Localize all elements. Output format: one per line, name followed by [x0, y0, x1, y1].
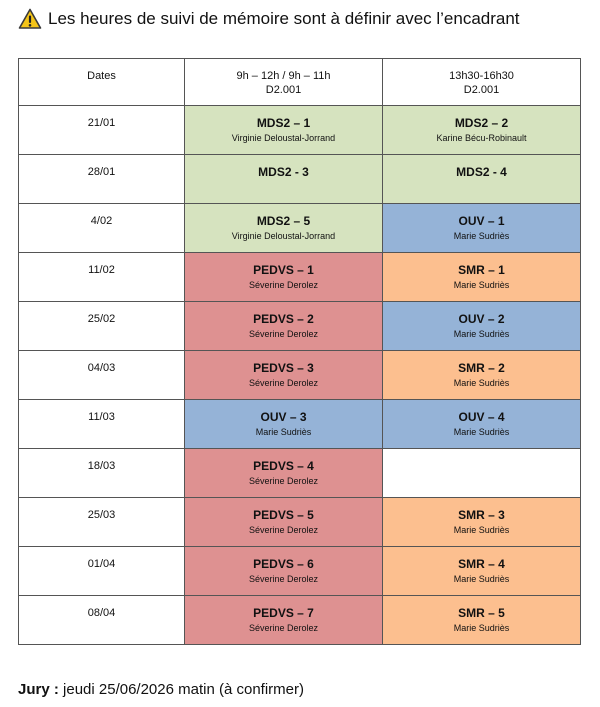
date-cell	[19, 498, 185, 547]
date-text: 25/02	[87, 313, 116, 325]
header-dates-label: Dates	[87, 70, 116, 82]
session-instructor: Marie Sudriès	[453, 525, 510, 535]
header-dates	[19, 59, 185, 106]
session-title: PEDVS – 6	[253, 557, 314, 571]
date-text: 08/04	[87, 607, 116, 619]
session-instructor: Séverine Derolez	[248, 623, 319, 633]
session-instructor: Séverine Derolez	[248, 476, 319, 486]
header-morning-time: 9h – 12h / 9h – 11h	[236, 70, 331, 82]
session-instructor: Virginie Deloustal-Jorrand	[231, 231, 336, 241]
table-row	[19, 253, 581, 302]
header-morning	[185, 59, 383, 106]
table-row	[19, 351, 581, 400]
date-cell	[19, 596, 185, 645]
session-title: MDS2 – 5	[256, 214, 311, 228]
schedule-table	[18, 58, 581, 645]
session-title: OUV – 3	[260, 410, 307, 424]
afternoon-session-cell	[383, 155, 581, 204]
session-title: PEDVS – 3	[253, 361, 314, 375]
morning-session-cell	[185, 498, 383, 547]
date-text: 18/03	[87, 460, 116, 472]
session-title: SMR – 4	[458, 557, 505, 571]
session-title: SMR – 3	[458, 508, 505, 522]
session-title: MDS2 – 1	[256, 116, 311, 130]
date-cell	[19, 155, 185, 204]
morning-session-cell	[185, 547, 383, 596]
afternoon-session-cell	[383, 204, 581, 253]
table-row	[19, 204, 581, 253]
session-title: OUV – 4	[458, 410, 505, 424]
session-title: MDS2 – 2	[454, 116, 509, 130]
date-cell	[19, 351, 185, 400]
morning-session-cell	[185, 155, 383, 204]
table-row	[19, 498, 581, 547]
jury-text: jeudi 25/06/2026 matin (à confirmer)	[58, 681, 304, 698]
date-text: 11/03	[88, 411, 115, 423]
session-instructor: Marie Sudriès	[453, 623, 510, 633]
session-instructor: Marie Sudriès	[255, 427, 312, 437]
header-morning-room: D2.001	[265, 84, 302, 96]
header-afternoon-room: D2.001	[463, 84, 500, 96]
morning-session-cell	[185, 400, 383, 449]
notice	[18, 4, 520, 34]
date-text: 21/01	[87, 117, 116, 129]
afternoon-session-cell	[383, 106, 581, 155]
session-instructor: Karine Bécu-Robinault	[436, 133, 527, 143]
table-row	[19, 449, 581, 498]
session-title: PEDVS – 4	[253, 459, 314, 473]
date-text: 11/02	[88, 264, 115, 276]
morning-session-cell	[185, 204, 383, 253]
date-cell	[19, 400, 185, 449]
session-instructor: Séverine Derolez	[248, 378, 319, 388]
session-instructor: Marie Sudriès	[453, 231, 510, 241]
date-text: 01/04	[87, 558, 116, 570]
session-title: SMR – 5	[458, 606, 505, 620]
table-row	[19, 155, 581, 204]
table-row	[19, 106, 581, 155]
morning-session-cell	[185, 302, 383, 351]
date-cell	[19, 106, 185, 155]
table-row	[19, 400, 581, 449]
table-row	[19, 302, 581, 351]
table-row	[19, 596, 581, 645]
date-cell	[19, 547, 185, 596]
table-header-row	[19, 59, 581, 106]
afternoon-session-cell	[383, 498, 581, 547]
date-cell	[19, 302, 185, 351]
date-text: 25/03	[87, 509, 116, 521]
warning-icon	[18, 7, 42, 31]
date-text: 04/03	[87, 362, 116, 374]
header-afternoon	[383, 59, 581, 106]
session-instructor: Marie Sudriès	[453, 378, 510, 388]
afternoon-session-cell	[383, 547, 581, 596]
session-instructor: Marie Sudriès	[453, 427, 510, 437]
afternoon-session-cell	[383, 596, 581, 645]
session-title: PEDVS – 2	[253, 312, 314, 326]
morning-session-cell	[185, 253, 383, 302]
date-cell	[19, 204, 185, 253]
jury-line	[18, 681, 304, 698]
afternoon-session-cell	[383, 253, 581, 302]
session-instructor: Marie Sudriès	[453, 574, 510, 584]
session-instructor: Virginie Deloustal-Jorrand	[231, 133, 336, 143]
date-text: 4/02	[90, 215, 113, 227]
session-title: PEDVS – 1	[253, 263, 314, 277]
session-title: PEDVS – 7	[253, 606, 314, 620]
session-instructor: Séverine Derolez	[248, 329, 319, 339]
morning-session-cell	[185, 106, 383, 155]
session-title: OUV – 2	[458, 312, 505, 326]
date-cell	[19, 449, 185, 498]
morning-session-cell	[185, 596, 383, 645]
session-instructor: Marie Sudriès	[453, 329, 510, 339]
afternoon-session-cell	[383, 302, 581, 351]
afternoon-session-cell	[383, 351, 581, 400]
session-title: SMR – 1	[458, 263, 505, 277]
session-title: MDS2 - 3	[258, 165, 309, 179]
morning-session-cell	[185, 449, 383, 498]
afternoon-session-cell	[383, 449, 581, 498]
table-row	[19, 547, 581, 596]
session-title: SMR – 2	[458, 361, 505, 375]
jury-label: Jury :	[18, 681, 59, 698]
morning-session-cell	[185, 351, 383, 400]
notice-text: Les heures de suivi de mémoire sont à définir avec l’encadrant	[48, 9, 520, 28]
date-text: 28/01	[87, 166, 116, 178]
session-title: PEDVS – 5	[253, 508, 314, 522]
session-instructor: Séverine Derolez	[248, 574, 319, 584]
header-afternoon-time: 13h30-16h30	[449, 70, 514, 82]
date-cell	[19, 253, 185, 302]
session-title: MDS2 - 4	[456, 165, 507, 179]
afternoon-session-cell	[383, 400, 581, 449]
session-instructor: Séverine Derolez	[248, 280, 319, 290]
session-instructor: Marie Sudriès	[453, 280, 510, 290]
session-instructor: Séverine Derolez	[248, 525, 319, 535]
session-title: OUV – 1	[458, 214, 505, 228]
